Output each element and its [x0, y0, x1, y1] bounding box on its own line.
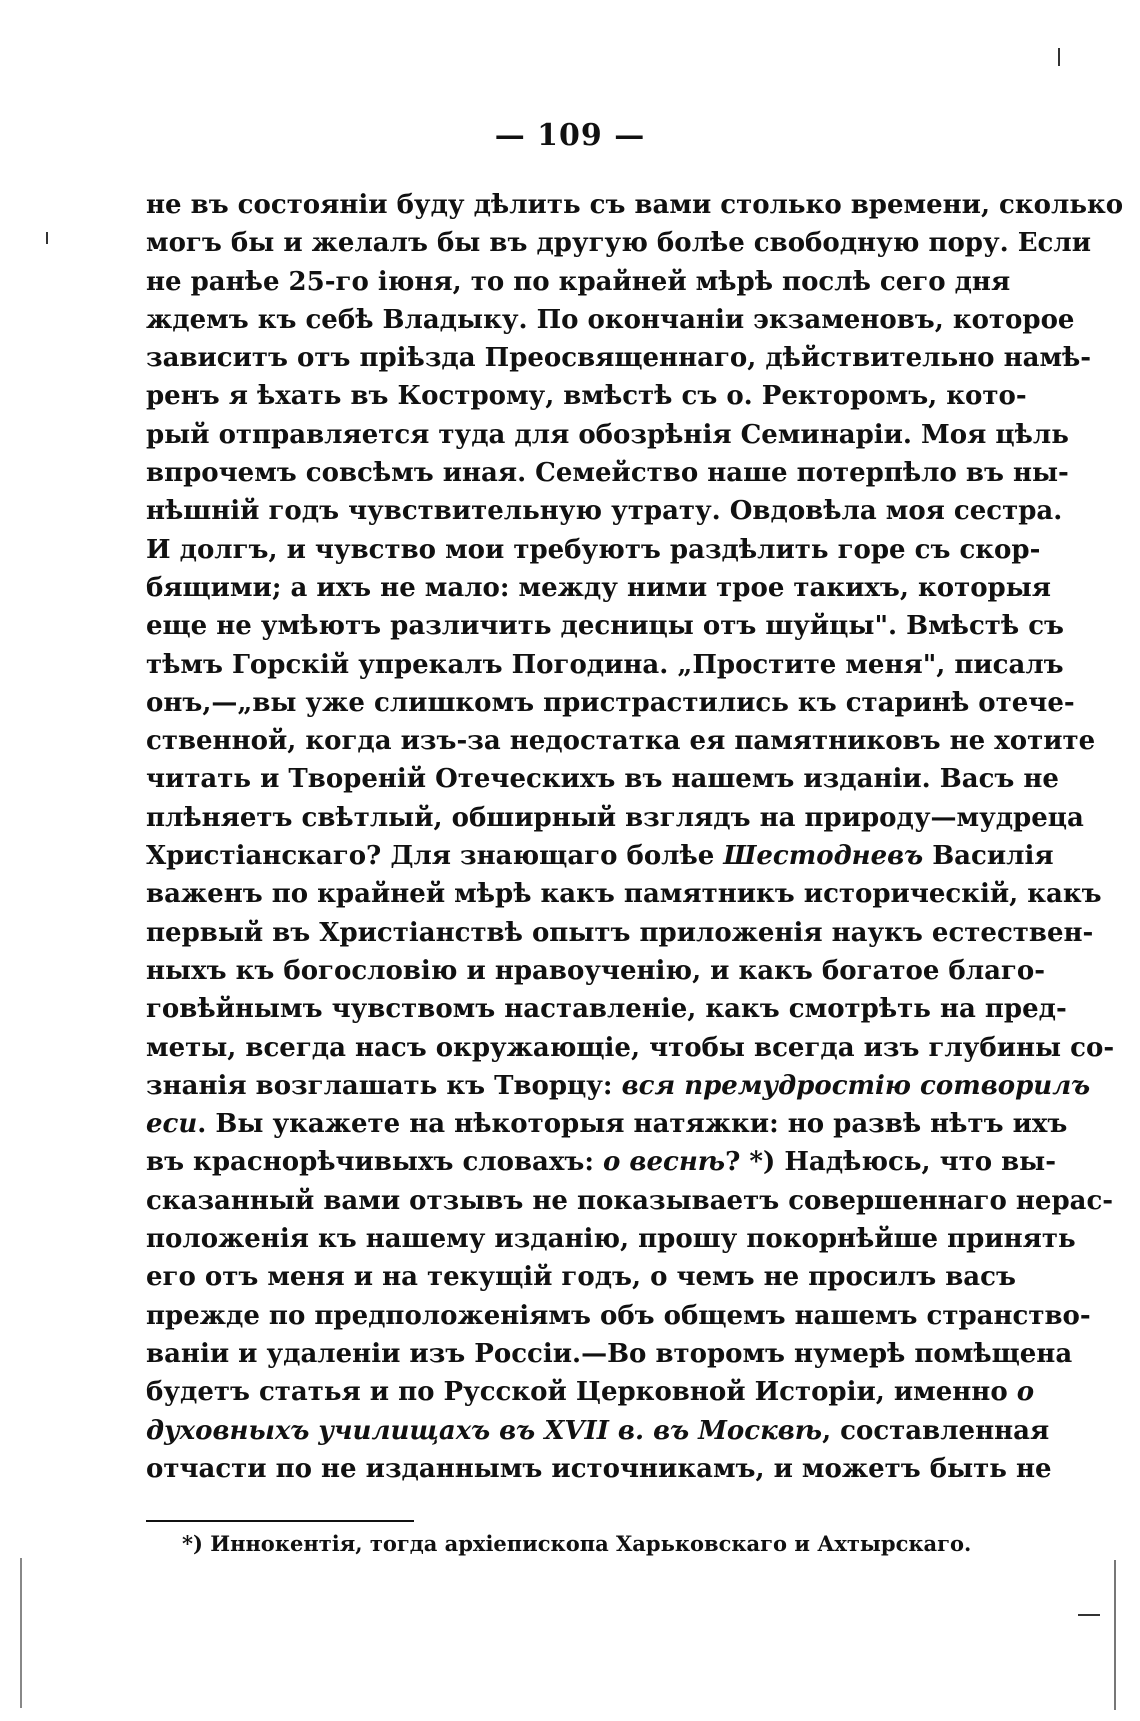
text-line: [146, 1182, 1114, 1220]
text-segment: ваніи и удаленіи изъ Россіи.—Во второмъ нумерѣ помѣщена: [146, 1338, 1073, 1369]
page-number: — 109 —: [494, 118, 646, 153]
footnote-divider: [146, 1520, 414, 1522]
text-line: [146, 1335, 1073, 1373]
text-segment: ныхъ къ богословію и нравоученію, и какъ богатое благо-: [146, 955, 1045, 986]
text-line: [146, 1450, 1052, 1488]
text-line: [146, 531, 1041, 569]
text-segment: положенія къ нашему изданію, прошу покорнѣйше принять: [146, 1224, 1076, 1255]
text-line: [146, 722, 1096, 760]
text-segment: сказанный вами отзывъ не показываетъ совершеннаго нерас-: [146, 1185, 1114, 1216]
text-line: [146, 1258, 1016, 1296]
text-segment: не ранѣе 25-го іюня, то по крайней мѣрѣ послѣ сего дня: [146, 266, 1011, 297]
text-line: [146, 416, 1069, 454]
text-segment: И долгъ, и чувство мои требуютъ раздѣлить горе съ скор-: [146, 534, 1041, 565]
text-segment: впрочемъ совсѣмъ иная. Семейство наше потерпѣло въ ны-: [146, 458, 1069, 489]
text-line: [146, 1297, 1091, 1335]
italic-text: о веснѣ: [602, 1147, 726, 1178]
italic-text: духовныхъ училищахъ въ XVII в. въ Москвѣ: [146, 1415, 823, 1446]
text-line: [146, 224, 1092, 262]
text-segment: будетъ статья и по Русской Церковной Исторіи, именно: [146, 1377, 1017, 1408]
text-segment: ренъ я ѣхать въ Кострому, вмѣстѣ съ о. Ректоромъ, кото-: [146, 381, 1027, 412]
body-text: [146, 186, 1124, 1488]
text-line: [146, 952, 1045, 990]
text-line: [146, 799, 1084, 837]
text-line: [146, 684, 1075, 722]
text-segment: Христіанскаго? Для знающаго болѣе: [146, 841, 724, 872]
footnote: *) Иннокентія, тогда архіепископа Харьковскаго и Ахтырскаго.: [182, 1531, 972, 1556]
text-segment: читать и Твореній Отеческихъ въ нашемъ изданіи. Васъ не: [146, 764, 1059, 795]
text-line: [146, 339, 1092, 377]
text-segment: Василія: [923, 841, 1054, 872]
italic-text: еси: [146, 1109, 198, 1140]
text-segment: тѣмъ Горскій упрекалъ Погодина. „Простите меня", писалъ: [146, 649, 1064, 680]
text-line: [146, 760, 1059, 798]
text-line: [146, 607, 1064, 645]
text-line: [146, 1220, 1076, 1258]
text-segment: бящими; а ихъ не мало: между ними трое такихъ, которыя: [146, 572, 1051, 603]
text-line: [146, 837, 1054, 875]
text-segment: ? *) Надѣюсь, что вы-: [725, 1147, 1057, 1178]
text-segment: , составленная: [822, 1415, 1050, 1446]
text-line: [146, 569, 1051, 607]
margin-mark-top-right: [1058, 48, 1060, 66]
text-segment: его отъ меня и на текущій годъ, о чемъ не просилъ васъ: [146, 1262, 1016, 1293]
text-segment: ждемъ къ себѣ Владыку. По окончаніи экзаменовъ, которое: [146, 304, 1075, 335]
text-segment: могъ бы и желалъ бы въ другую болѣе свободную пору. Если: [146, 228, 1092, 259]
text-line: [146, 1067, 1091, 1105]
text-segment: еще не умѣютъ различить десницы отъ шуйцы". Вмѣстѣ съ: [146, 611, 1064, 642]
margin-mark-bottom-left: [20, 1558, 22, 1708]
text-line: [146, 1105, 1068, 1143]
margin-mark-left: [46, 232, 48, 244]
text-segment: важенъ по крайней мѣрѣ какъ памятникъ историческій, какъ: [146, 879, 1102, 910]
text-line: [146, 646, 1064, 684]
text-segment: . Вы укажете на нѣкоторыя натяжки: но развѣ нѣтъ ихъ: [197, 1109, 1068, 1140]
text-line: [146, 875, 1102, 913]
text-line: [146, 1029, 1115, 1067]
text-line: [146, 377, 1027, 415]
text-segment: нѣшній годъ чувствительную утрату. Овдовѣла моя сестра.: [146, 496, 1063, 527]
text-segment: онъ,—„вы уже слишкомъ пристрастились къ старинѣ отече-: [146, 687, 1075, 718]
margin-mark-bottom-right-dash: [1078, 1614, 1100, 1616]
text-line: [146, 263, 1011, 301]
text-segment: зависитъ отъ пріѣзда Преосвященнаго, дѣйствительно намѣ-: [146, 343, 1092, 374]
text-segment: первый въ Христіанствѣ опытъ приложенія наукъ естествен-: [146, 917, 1094, 948]
text-line: [146, 1143, 1057, 1181]
text-line: [146, 1412, 1050, 1450]
margin-mark-bottom-right-edge: [1114, 1560, 1116, 1710]
text-line: [146, 1373, 1035, 1411]
text-segment: въ краснорѣчивыхъ словахъ:: [146, 1147, 603, 1178]
text-line: [146, 301, 1075, 339]
italic-text: Шестодневъ: [723, 841, 924, 872]
text-segment: меты, всегда насъ окружающіе, чтобы всегда изъ глубины со-: [146, 1032, 1115, 1063]
text-segment: прежде по предположеніямъ объ общемъ нашемъ странство-: [146, 1300, 1091, 1331]
text-segment: говѣйнымъ чувствомъ наставленіе, какъ смотрѣть на пред-: [146, 994, 1067, 1025]
text-segment: рый отправляется туда для обозрѣнія Семинаріи. Моя цѣль: [146, 419, 1069, 450]
italic-text: вся премудростію сотворилъ: [621, 1070, 1091, 1101]
italic-text: о: [1016, 1377, 1035, 1408]
text-line: [146, 492, 1063, 530]
text-segment: не въ состояніи буду дѣлить съ вами столько времени, сколько: [146, 190, 1124, 220]
text-line: [146, 186, 1124, 224]
text-segment: знанія возглашать къ Творцу:: [146, 1070, 622, 1101]
text-segment: плѣняетъ свѣтлый, обширный взглядъ на природу—мудреца: [146, 802, 1084, 833]
text-segment: ственной, когда изъ-за недостатка ея памятниковъ не хотите: [146, 726, 1096, 757]
text-line: [146, 990, 1067, 1028]
text-line: [146, 914, 1094, 952]
text-segment: отчасти по не изданнымъ источникамъ, и можетъ быть не: [146, 1453, 1052, 1484]
text-line: [146, 454, 1069, 492]
